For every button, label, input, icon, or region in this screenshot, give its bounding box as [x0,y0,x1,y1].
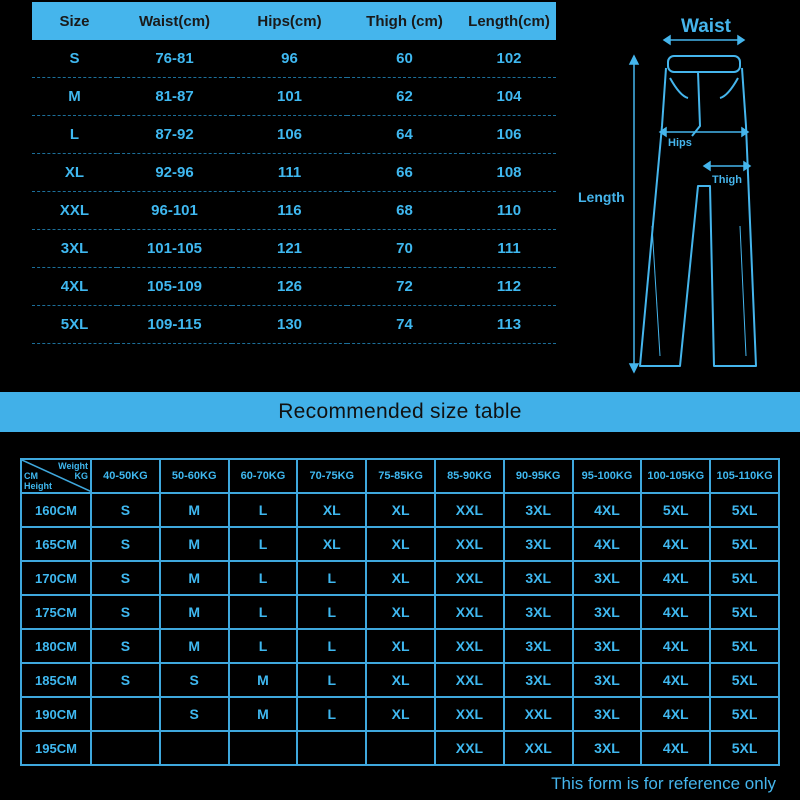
size-cell-waist: 87-92 [117,116,232,154]
banner-title: Recommended size table [278,400,522,423]
recommended-size-cell: XL [366,595,435,629]
recommended-row [21,561,779,595]
size-cell-waist: 81-87 [117,78,232,116]
size-cell-thigh: 60 [347,40,462,78]
weight-header: 90-95KG [504,459,573,493]
size-table [32,2,556,344]
recommended-size-cell: XXL [435,493,504,527]
recommended-size-cell: 5XL [710,595,779,629]
header-waist: Waist(cm) [117,2,232,40]
recommended-row [21,731,779,765]
corner-cell [21,459,91,493]
recommended-size-cell: 3XL [573,663,642,697]
length-label: Length [578,189,625,205]
length-arrow-top [630,56,638,64]
recommended-size-cell: XL [366,663,435,697]
recommended-size-cell: 5XL [710,663,779,697]
size-cell-hips: 101 [232,78,347,116]
recommended-size-cell [91,731,160,765]
size-cell-hips: 96 [232,40,347,78]
recommended-size-cell: 3XL [573,561,642,595]
recommended-size-cell: XL [366,493,435,527]
recommended-size-cell: L [229,561,298,595]
weight-header: 70-75KG [297,459,366,493]
recommended-size-cell: S [91,663,160,697]
recommended-size-cell: 5XL [710,561,779,595]
height-label: 170CM [21,561,91,595]
recommended-size-cell: XXL [435,629,504,663]
size-cell-size: 4XL [32,268,117,306]
recommended-size-cell: 5XL [710,527,779,561]
crease-right [740,226,746,356]
weight-header: 60-70KG [229,459,298,493]
size-table-row [32,230,556,268]
waistband-shape [668,56,740,72]
weight-header: 40-50KG [91,459,160,493]
recommended-size-cell: 5XL [641,493,710,527]
size-cell-size: XL [32,154,117,192]
recommended-size-cell: 5XL [710,629,779,663]
recommended-size-cell: XXL [504,697,573,731]
size-cell-hips: 106 [232,116,347,154]
header-hips: Hips(cm) [232,2,347,40]
recommended-size-cell: 5XL [710,697,779,731]
height-label: 185CM [21,663,91,697]
size-cell-size: M [32,78,117,116]
recommended-size-cell: XXL [435,663,504,697]
size-table-row [32,154,556,192]
crease-left [652,226,660,356]
recommended-size-cell: XXL [435,561,504,595]
size-cell-hips: 126 [232,268,347,306]
corner-weight: Weight [58,461,88,471]
size-cell-length: 113 [462,306,556,344]
recommended-size-cell: 3XL [573,731,642,765]
size-cell-length: 108 [462,154,556,192]
weight-header: 85-90KG [435,459,504,493]
recommended-size-cell: L [297,561,366,595]
recommended-size-cell: 4XL [641,527,710,561]
recommended-size-cell: 3XL [504,595,573,629]
recommended-size-cell: 3XL [573,595,642,629]
recommended-size-cell: 4XL [641,697,710,731]
weight-header: 105-110KG [710,459,779,493]
recommended-row [21,527,779,561]
recommended-size-cell: S [91,493,160,527]
height-label: 160CM [21,493,91,527]
recommended-banner [0,392,800,432]
recommended-size-cell: 5XL [710,731,779,765]
size-table-row [32,40,556,78]
size-cell-waist: 109-115 [117,306,232,344]
corner-height: Height [24,481,52,491]
recommended-size-cell: XXL [435,527,504,561]
recommended-row [21,629,779,663]
reference-footnote: This form is for reference only [551,774,776,793]
thigh-label: Thigh [712,174,742,186]
recommended-header-row [21,459,779,493]
recommended-size-cell: S [91,595,160,629]
recommended-size-cell [366,731,435,765]
size-cell-waist: 101-105 [117,230,232,268]
recommended-size-cell: 3XL [504,493,573,527]
size-cell-thigh: 68 [347,192,462,230]
waist-label: Waist [681,16,731,37]
size-cell-hips: 111 [232,154,347,192]
size-cell-hips: 130 [232,306,347,344]
recommended-size-cell: XL [366,527,435,561]
recommended-size-cell: M [160,629,229,663]
size-cell-waist: 92-96 [117,154,232,192]
recommended-size-cell: M [160,527,229,561]
waist-arrow-right [738,36,744,44]
height-label: 190CM [21,697,91,731]
size-cell-thigh: 72 [347,268,462,306]
size-cell-size: 3XL [32,230,117,268]
recommended-size-cell: S [160,663,229,697]
size-cell-waist: 105-109 [117,268,232,306]
recommended-size-cell: S [91,629,160,663]
recommended-size-cell: 4XL [641,629,710,663]
corner-kg: KG [74,471,88,481]
pants-diagram [570,6,794,390]
recommended-row [21,663,779,697]
left-pocket [670,78,688,98]
size-cell-waist: 76-81 [117,40,232,78]
recommended-size-cell: S [160,697,229,731]
recommended-size-cell: M [229,697,298,731]
weight-header: 75-85KG [366,459,435,493]
pants-fly [692,72,700,136]
recommended-size-cell: 4XL [641,561,710,595]
recommended-size-cell: 4XL [641,595,710,629]
waist-arrow-left [664,36,670,44]
length-arrow-bottom [630,364,638,372]
weight-header: 95-100KG [573,459,642,493]
recommended-size-cell: 3XL [504,561,573,595]
recommended-size-cell: S [91,527,160,561]
thigh-arrow-left [704,162,710,170]
thigh-arrow-right [744,162,750,170]
recommended-size-cell: M [229,663,298,697]
size-table-row [32,116,556,154]
recommended-size-cell: L [229,595,298,629]
header-length: Length(cm) [462,2,556,40]
recommended-size-cell: 3XL [504,663,573,697]
corner-cm: CM [24,471,38,481]
size-cell-size: XXL [32,192,117,230]
size-cell-length: 110 [462,192,556,230]
weight-header: 100-105KG [641,459,710,493]
recommended-size-cell [91,697,160,731]
recommended-size-cell: 4XL [573,527,642,561]
recommended-size-cell: 3XL [573,629,642,663]
size-cell-hips: 116 [232,192,347,230]
weight-header: 50-60KG [160,459,229,493]
recommended-size-cell: L [297,629,366,663]
recommended-size-cell: XXL [435,731,504,765]
header-size: Size [32,2,117,40]
size-cell-size: S [32,40,117,78]
recommended-size-cell: 4XL [641,663,710,697]
recommended-row [21,697,779,731]
hips-label: Hips [668,137,692,149]
recommended-size-cell: S [91,561,160,595]
size-cell-length: 112 [462,268,556,306]
recommended-size-cell: L [297,663,366,697]
recommended-size-cell [160,731,229,765]
size-table-header-row [32,2,556,40]
right-pocket [720,78,738,98]
recommended-size-cell: M [160,595,229,629]
recommended-size-cell: L [297,595,366,629]
height-label: 175CM [21,595,91,629]
recommended-size-cell: L [229,493,298,527]
size-cell-thigh: 70 [347,230,462,268]
recommended-size-cell: XL [366,561,435,595]
recommended-size-cell [297,731,366,765]
recommended-size-cell: 4XL [641,731,710,765]
height-label: 180CM [21,629,91,663]
recommended-size-cell: XL [297,493,366,527]
header-thigh: Thigh (cm) [347,2,462,40]
recommended-size-cell: XXL [435,697,504,731]
recommended-size-cell: XXL [504,731,573,765]
recommended-size-cell: XL [297,527,366,561]
recommended-size-cell: 3XL [504,527,573,561]
height-label: 165CM [21,527,91,561]
size-table-row [32,268,556,306]
recommended-size-cell: 4XL [573,493,642,527]
size-cell-size: 5XL [32,306,117,344]
recommended-size-cell: XL [366,697,435,731]
size-table-row [32,192,556,230]
recommended-size-cell: 3XL [573,697,642,731]
recommended-size-cell [229,731,298,765]
height-label: 195CM [21,731,91,765]
size-table-row [32,78,556,116]
size-cell-length: 106 [462,116,556,154]
size-cell-thigh: 74 [347,306,462,344]
recommended-size-cell: 5XL [710,493,779,527]
recommended-size-cell: M [160,493,229,527]
recommended-size-cell: 3XL [504,629,573,663]
recommended-row [21,595,779,629]
size-cell-thigh: 66 [347,154,462,192]
size-cell-thigh: 62 [347,78,462,116]
recommended-size-cell: XL [366,629,435,663]
recommended-size-cell: XXL [435,595,504,629]
recommended-size-cell: M [160,561,229,595]
size-cell-waist: 96-101 [117,192,232,230]
size-cell-length: 104 [462,78,556,116]
size-cell-thigh: 64 [347,116,462,154]
size-table-row [32,306,556,344]
recommended-row [21,493,779,527]
recommended-size-cell: L [229,527,298,561]
size-cell-hips: 121 [232,230,347,268]
size-cell-length: 102 [462,40,556,78]
size-cell-length: 111 [462,230,556,268]
recommended-size-table [20,458,780,766]
recommended-size-cell: L [229,629,298,663]
size-cell-size: L [32,116,117,154]
recommended-size-cell: L [297,697,366,731]
